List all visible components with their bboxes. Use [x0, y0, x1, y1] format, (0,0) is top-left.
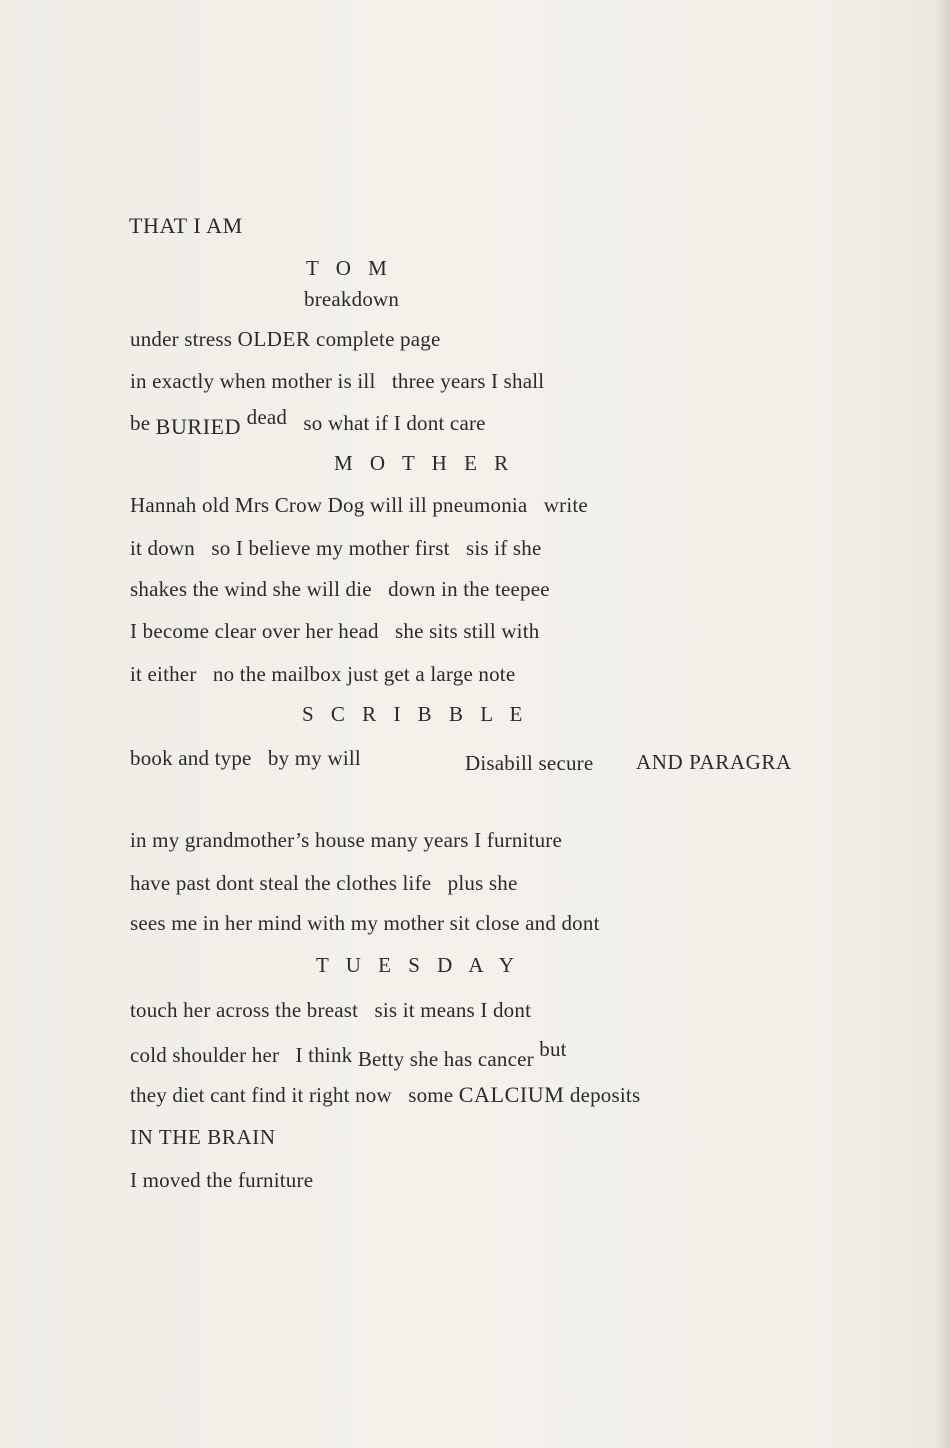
poem-word-and-paragra: AND PARAGRA — [636, 750, 792, 774]
poem-line-11: I become clear over her head she sits still with — [130, 619, 540, 643]
poem-line-09: it down so I believe my mother first sis if she — [130, 536, 542, 560]
poem-text: cold shoulder her I think — [130, 1043, 358, 1067]
poem-line-14 — [130, 746, 361, 771]
poem-word-dead: dead — [241, 405, 288, 429]
poem-line-15: in my grandmother’s house many years I furniture — [130, 828, 563, 852]
poem-text: complete page — [310, 327, 441, 351]
poem-line-16: have past dont steal the clothes life plus she — [130, 871, 518, 895]
poem-line-12: it either no the mailbox just get a large note — [130, 662, 516, 686]
poem-heading-scribble: S C R I B B L E — [302, 702, 529, 726]
poem-word-older: OLDER — [237, 327, 311, 351]
poem-line-08: Hannah old Mrs Crow Dog will ill pneumonia write — [130, 493, 588, 517]
poem-line-10: shakes the wind she will die down in the teepee — [130, 577, 550, 601]
poem-text: deposits — [564, 1083, 641, 1107]
poem-line-19: touch her across the breast sis it means I dont — [130, 998, 532, 1022]
poem-line-23: I moved the furniture — [130, 1168, 314, 1192]
poem-text: book and type by my will — [130, 746, 361, 770]
poem-heading-tuesday: T U E S D A Y — [316, 953, 521, 977]
poem-word-calcium: CALCIUM — [458, 1082, 565, 1107]
poem-phrase-disabill: Disabill secure — [465, 751, 594, 775]
poem-word-but: but — [533, 1037, 567, 1061]
poem-line-21 — [130, 1082, 640, 1108]
poem-text: be — [130, 411, 156, 435]
poem-line-06 — [130, 405, 486, 439]
poem-word-buried: BURIED — [155, 414, 242, 439]
poem-heading-mother: M O T H E R — [334, 451, 515, 475]
poem-line-that-i-am: THAT I AM — [129, 213, 243, 238]
poem-text: so what if I dont care — [287, 411, 486, 435]
poem-line-05: in exactly when mother is ill three years I shall — [130, 369, 545, 393]
poem-phrase-betty: Betty she has cancer — [357, 1047, 534, 1071]
poem-line-20 — [130, 1037, 567, 1071]
poem-line-17: sees me in her mind with my mother sit close and dont — [130, 911, 600, 935]
poem-line-04 — [130, 327, 441, 352]
poem-line-in-the-brain: IN THE BRAIN — [130, 1125, 276, 1149]
poem-text: under stress — [130, 327, 238, 351]
poem-line-breakdown: breakdown — [304, 287, 400, 311]
poem-heading-tom: T O M — [306, 256, 393, 280]
page-edge-shadow — [935, 0, 949, 1448]
poem-text: they diet cant find it right now some — [130, 1083, 459, 1107]
